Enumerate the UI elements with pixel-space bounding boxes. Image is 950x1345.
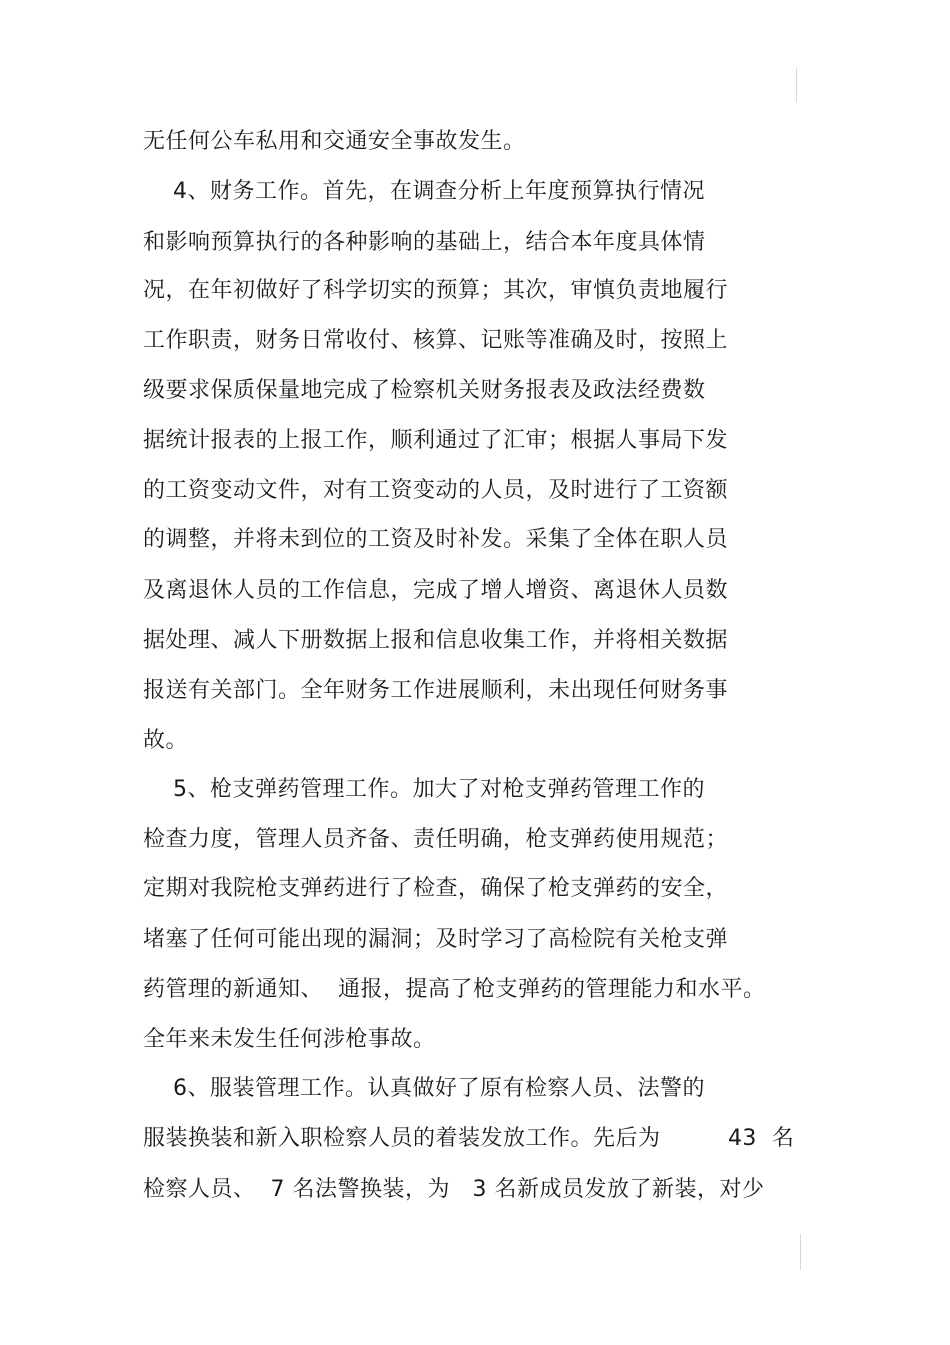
text-line: 及离退休人员的工作信息，完成了增人增资、离退休人员数 xyxy=(143,578,729,603)
bottom-right-margin-mark xyxy=(800,1234,801,1270)
text-line: 药管理的新通知、 通报，提高了枪支弹药的管理能力和水平。 xyxy=(143,977,766,1002)
text-line: 全年来未发生任何涉枪事故。 xyxy=(143,1027,436,1052)
text-line: 检察人员、 7 名法警换装，为 3 名新成员发放了新装，对少 xyxy=(143,1177,765,1202)
text-line: 的调整，并将未到位的工资及时补发。采集了全体在职人员 xyxy=(143,527,729,552)
text-line: 检查力度，管理人员齐备、责任明确，枪支弹药使用规范； xyxy=(143,827,729,852)
text-line: 工作职责，财务日常收付、核算、记账等准确及时，按照上 xyxy=(143,328,729,353)
text-line: 和影响预算执行的各种影响的基础上，结合本年度具体情 xyxy=(143,230,706,255)
text-line: 5、枪支弹药管理工作。加大了对枪支弹药管理工作的 xyxy=(143,777,705,802)
text-line: 服装换装和新入职检察人员的着装发放工作。先后为 43 名 xyxy=(143,1126,795,1151)
text-line: 据统计报表的上报工作，顺利通过了汇审；根据人事局下发 xyxy=(143,428,729,453)
text-line: 堵塞了任何可能出现的漏洞；及时学习了高检院有关枪支弹 xyxy=(143,927,729,952)
text-line: 据处理、减人下册数据上报和信息收集工作，并将相关数据 xyxy=(143,628,729,653)
top-right-margin-mark xyxy=(796,68,797,102)
text-line: 定期对我院枪支弹药进行了检查，确保了枪支弹药的安全， xyxy=(143,876,729,901)
text-line: 4、财务工作。首先，在调查分析上年度预算执行情况 xyxy=(143,179,705,204)
text-line: 况，在年初做好了科学切实的预算；其次，审慎负责地履行 xyxy=(143,278,729,303)
text-line: 报送有关部门。全年财务工作进展顺利，未出现任何财务事 xyxy=(143,678,729,703)
text-line: 6、服装管理工作。认真做好了原有检察人员、法警的 xyxy=(143,1076,705,1101)
text-line: 故。 xyxy=(143,728,189,753)
text-line: 无任何公车私用和交通安全事故发生。 xyxy=(143,129,526,154)
text-line: 级要求保质保量地完成了检察机关财务报表及政法经费数 xyxy=(143,378,706,403)
text-line: 的工资变动文件，对有工资变动的人员，及时进行了工资额 xyxy=(143,478,729,503)
